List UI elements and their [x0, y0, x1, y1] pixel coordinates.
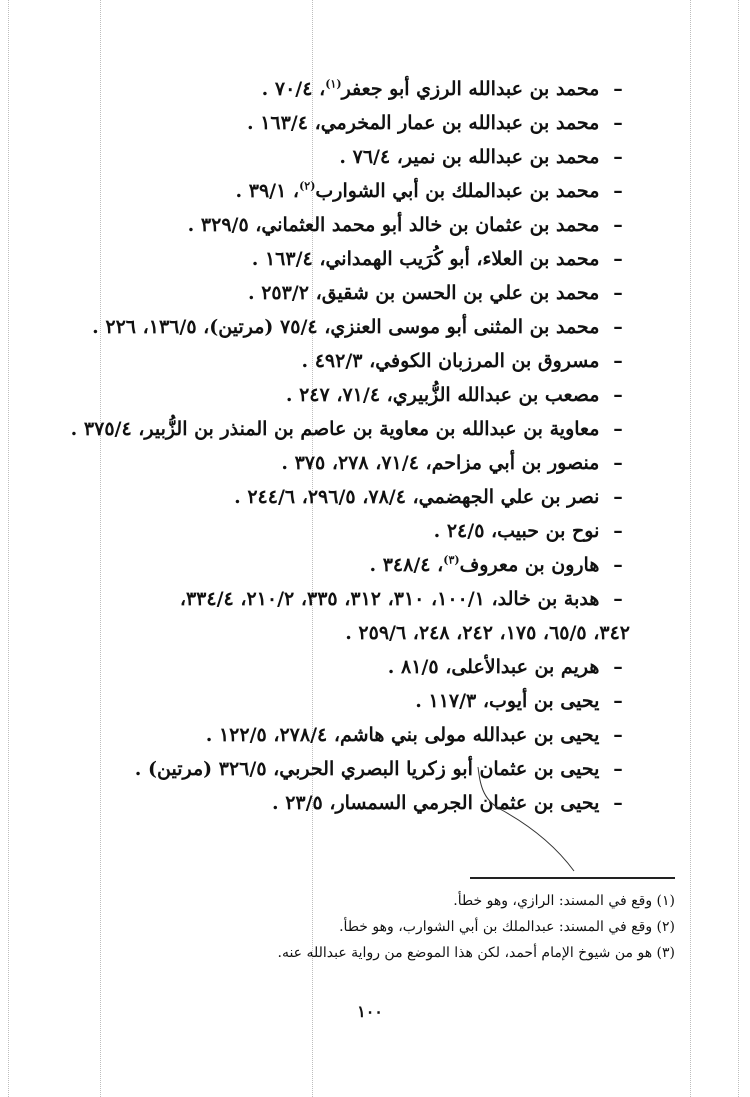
entry-text: محمد بن عبدالله الرزي أبو جعفر$^{(١)}$، ٧٠/٤ . [261, 77, 600, 100]
index-entries [60, 72, 630, 820]
index-entry [60, 650, 630, 684]
entry-text: مصعب بن عبدالله الزُّبيري، ٧١/٤، ٢٤٧ . [285, 384, 600, 406]
index-entry [60, 310, 630, 344]
scan-guide-line [8, 0, 9, 1097]
scan-guide-line [690, 0, 691, 1097]
entry-text: منصور بن أبي مزاحم، ٧١/٤، ٢٧٨، ٣٧٥ . [281, 452, 600, 474]
entry-text: يحيى بن أيوب، ١١٧/٣ . [415, 690, 600, 712]
entry-dash: – [613, 452, 623, 474]
index-entry [60, 718, 630, 752]
entry-text: محمد بن علي بن الحسن بن شقيق، ٢٥٣/٢ . [247, 282, 600, 304]
entry-text: ٣٤٢، ٦٥/٥، ١٧٥، ٢٤٢، ٢٤٨، ٢٥٩/٦ . [345, 622, 630, 644]
index-entry [60, 582, 630, 616]
entry-text: يحيى بن عبدالله مولى بني هاشم، ٢٧٨/٤، ١٢٢/٥ . [205, 724, 600, 746]
entry-text: محمد بن عبدالله بن عمار المخرمي، ١٦٣/٤ . [246, 112, 600, 134]
entry-dash: – [613, 350, 623, 372]
entry-dash: – [613, 78, 623, 100]
entry-text: مسروق بن المرزبان الكوفي، ٤٩٢/٣ . [301, 350, 600, 372]
entry-dash: – [613, 180, 623, 202]
entry-dash: – [613, 248, 623, 270]
footnotes [150, 888, 675, 966]
footnote: (١) وقع في المسند: الرازي، وهو خطأ. [453, 893, 675, 909]
index-entry [60, 446, 630, 480]
entry-text: نصر بن علي الجهضمي، ٧٨/٤، ٢٩٦/٥، ٢٤٤/٦ . [234, 486, 600, 508]
entry-dash: – [613, 656, 623, 678]
footnote-separator [470, 877, 675, 879]
entry-text: محمد بن عثمان بن خالد أبو محمد العثماني، ٣٢٩/٥ . [187, 214, 600, 236]
index-entry [60, 480, 630, 514]
entry-text: محمد بن المثنى أبو موسى العنزي، ٧٥/٤ (مرتين)، ١٣٦/٥، ٢٢٦ . [92, 316, 600, 338]
entry-text: يحيى بن عثمان أبو زكريا البصري الحربي، ٣٢٦/٥ (مرتين) . [134, 758, 600, 780]
entry-dash: – [613, 554, 623, 576]
index-entry [60, 344, 630, 378]
entry-dash: – [613, 486, 623, 508]
scan-guide-line [738, 0, 739, 1097]
footnote-ref: (٢) [299, 179, 316, 193]
entry-dash: – [613, 724, 623, 746]
index-entry-continuation [60, 616, 630, 650]
entry-dash: – [613, 520, 623, 542]
index-entry [60, 378, 630, 412]
entry-text: محمد بن عبدالله بن نمير، ٧٦/٤ . [339, 146, 600, 168]
footnote-ref: (١) [325, 77, 342, 91]
index-entry [60, 106, 630, 140]
index-entry [60, 684, 630, 718]
entry-text: محمد بن العلاء، أبو كُرَيب الهمداني، ١٦٣/٤ . [251, 248, 600, 270]
page-number: ١٠٠ [357, 1002, 383, 1021]
index-entry [60, 208, 630, 242]
index-entry [60, 412, 630, 446]
footnote-ref: (٣) [443, 553, 460, 567]
entry-text: يحيى بن عثمان الجرمي السمسار، ٢٣/٥ . [271, 792, 600, 814]
index-entry [60, 276, 630, 310]
entry-dash: – [613, 214, 623, 236]
entry-dash: – [613, 282, 623, 304]
entry-dash: – [613, 384, 623, 406]
entry-dash: – [613, 690, 623, 712]
entry-dash: – [613, 418, 623, 440]
index-entry [60, 140, 630, 174]
entry-dash: – [613, 792, 623, 814]
footnote: (٣) هو من شيوخ الإمام أحمد، لكن هذا الموضع من رواية عبدالله عنه. [277, 945, 675, 961]
entry-dash: – [613, 316, 623, 338]
footnote: (٢) وقع في المسند: عبدالملك بن أبي الشوارب، وهو خطأ. [339, 919, 675, 935]
index-entry [60, 72, 630, 106]
entry-text: معاوية بن عبدالله بن معاوية بن عاصم بن المنذر بن الزُّبير، ٣٧٥/٤ . [70, 418, 600, 440]
entry-dash: – [613, 588, 623, 610]
entry-text: محمد بن عبدالملك بن أبي الشوارب$^{(٢)}$، ٣٩/١ . [235, 179, 600, 202]
index-entry [60, 242, 630, 276]
entry-dash: – [613, 146, 623, 168]
entry-text: هدبة بن خالد، ١٠٠/١، ٣١٠، ٣١٢، ٣٣٥، ٢١٠/٢، ٣٣٤/٤، [179, 588, 600, 610]
index-entry [60, 174, 630, 208]
entry-text: نوح بن حبيب، ٢٤/٥ . [433, 520, 600, 542]
index-entry [60, 548, 630, 582]
entry-text: هارون بن معروف$^{(٣)}$، ٣٤٨/٤ . [369, 553, 600, 576]
entry-dash: – [613, 112, 623, 134]
pen-mark [470, 765, 580, 875]
entry-dash: – [613, 758, 623, 780]
entry-text: هريم بن عبدالأعلى، ٨١/٥ . [387, 656, 600, 678]
index-entry [60, 514, 630, 548]
